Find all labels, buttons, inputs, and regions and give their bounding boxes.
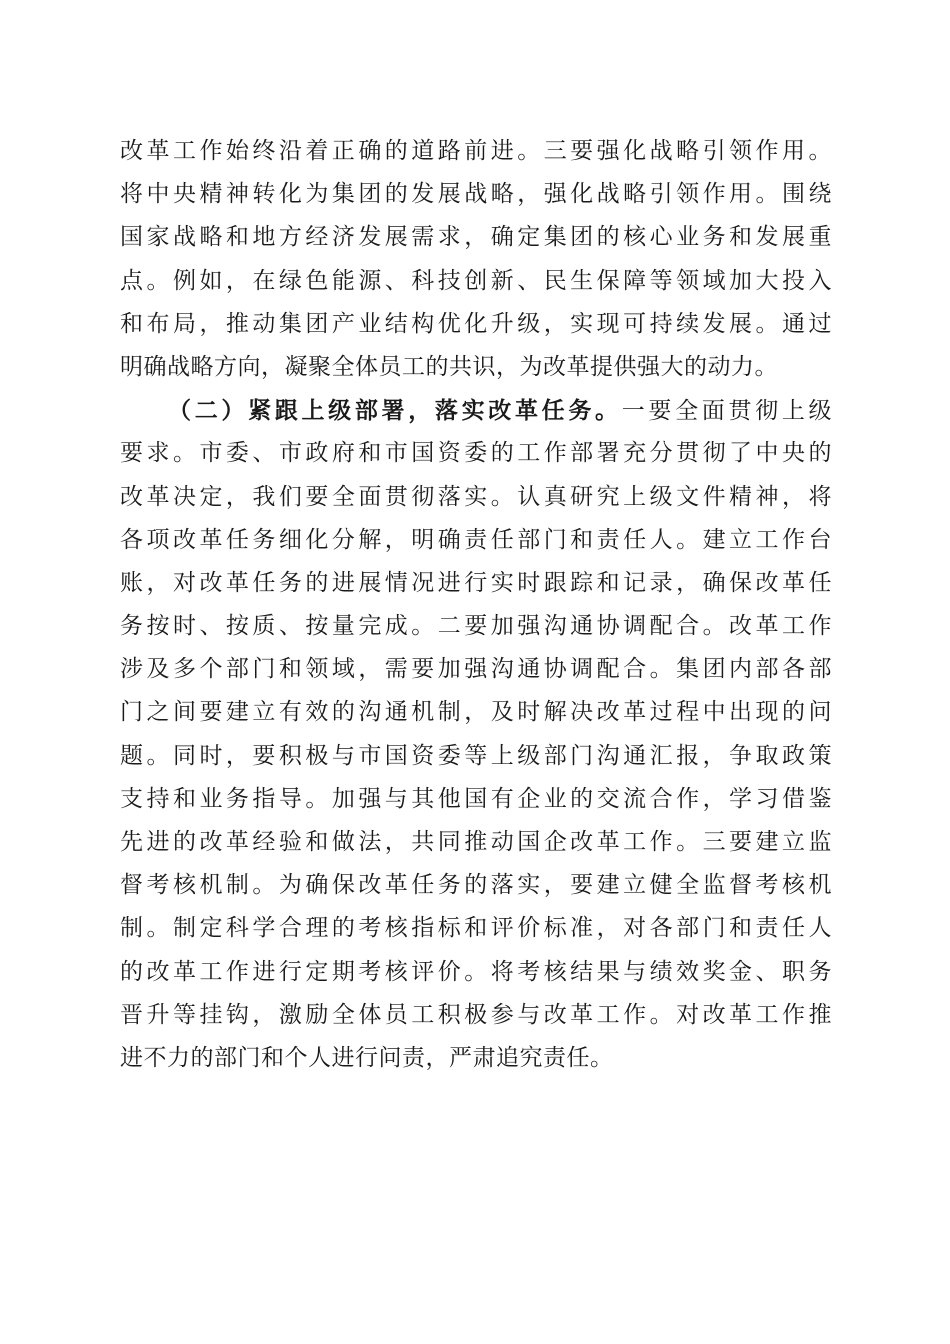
text-line: 改革工作始终沿着正确的道路前进。三要强化战略引领作用。 (120, 138, 832, 164)
text-line-first (120, 389, 832, 432)
text-line: 各项改革任务细化分解，明确责任部门和责任人。建立工作台 (120, 526, 832, 553)
text-line: 制。制定科学合理的考核指标和评价标准，对各部门和责任人 (120, 915, 832, 942)
text-line: 改革决定，我们要全面贯彻落实。认真研究上级文件精神，将 (120, 483, 832, 510)
text-line: 明确战略方向，凝聚全体员工的共识，为改革提供强大的动力。 (120, 353, 778, 380)
text-line: 的改革工作进行定期考核评价。将考核结果与绩效奖金、职务 (120, 958, 832, 985)
paragraph-reform-tasks (120, 389, 832, 1080)
text-line: 点。例如，在绿色能源、科技创新、民生保障等领域加大投入 (120, 267, 832, 294)
text-line: 将中央精神转化为集团的发展战略，强化战略引领作用。围绕 (120, 181, 832, 208)
paragraph-strategy (120, 130, 832, 389)
text-line: 务按时、按质、按量完成。二要加强沟通协调配合。改革工作 (120, 613, 832, 640)
text-line: 国家战略和地方经济发展需求，确定集团的核心业务和发展重 (120, 224, 832, 251)
text-line: 要求。市委、市政府和市国资委的工作部署充分贯彻了中央的 (120, 440, 832, 467)
section-heading: （二）紧跟上级部署，落实改革任务。 (168, 397, 622, 425)
text-line: 涉及多个部门和领域，需要加强沟通协调配合。集团内部各部 (120, 656, 832, 683)
text-span: 一要全面贯彻上级 (621, 398, 832, 425)
text-line: 门之间要建立有效的沟通机制，及时解决改革过程中出现的问 (120, 699, 832, 726)
text-line: 题。同时，要积极与市国资委等上级部门沟通汇报，争取政策 (120, 742, 832, 769)
text-line: 晋升等挂钩，激励全体员工积极参与改革工作。对改革工作推 (120, 1001, 832, 1028)
text-line: 先进的改革经验和做法，共同推动国企改革工作。三要建立监 (120, 829, 832, 855)
text-line: 和布局，推动集团产业结构优化升级，实现可持续发展。通过 (120, 310, 832, 337)
body-text (120, 130, 832, 1080)
text-line: 支持和业务指导。加强与其他国有企业的交流合作，学习借鉴 (120, 785, 832, 812)
text-line: 账，对改革任务的进展情况进行实时跟踪和记录，确保改革任 (120, 569, 832, 596)
text-line: 督考核机制。为确保改革任务的落实，要建立健全监督考核机 (120, 872, 832, 899)
text-line: 进不力的部门和个人进行问责，严肃追究责任。 (120, 1044, 614, 1071)
